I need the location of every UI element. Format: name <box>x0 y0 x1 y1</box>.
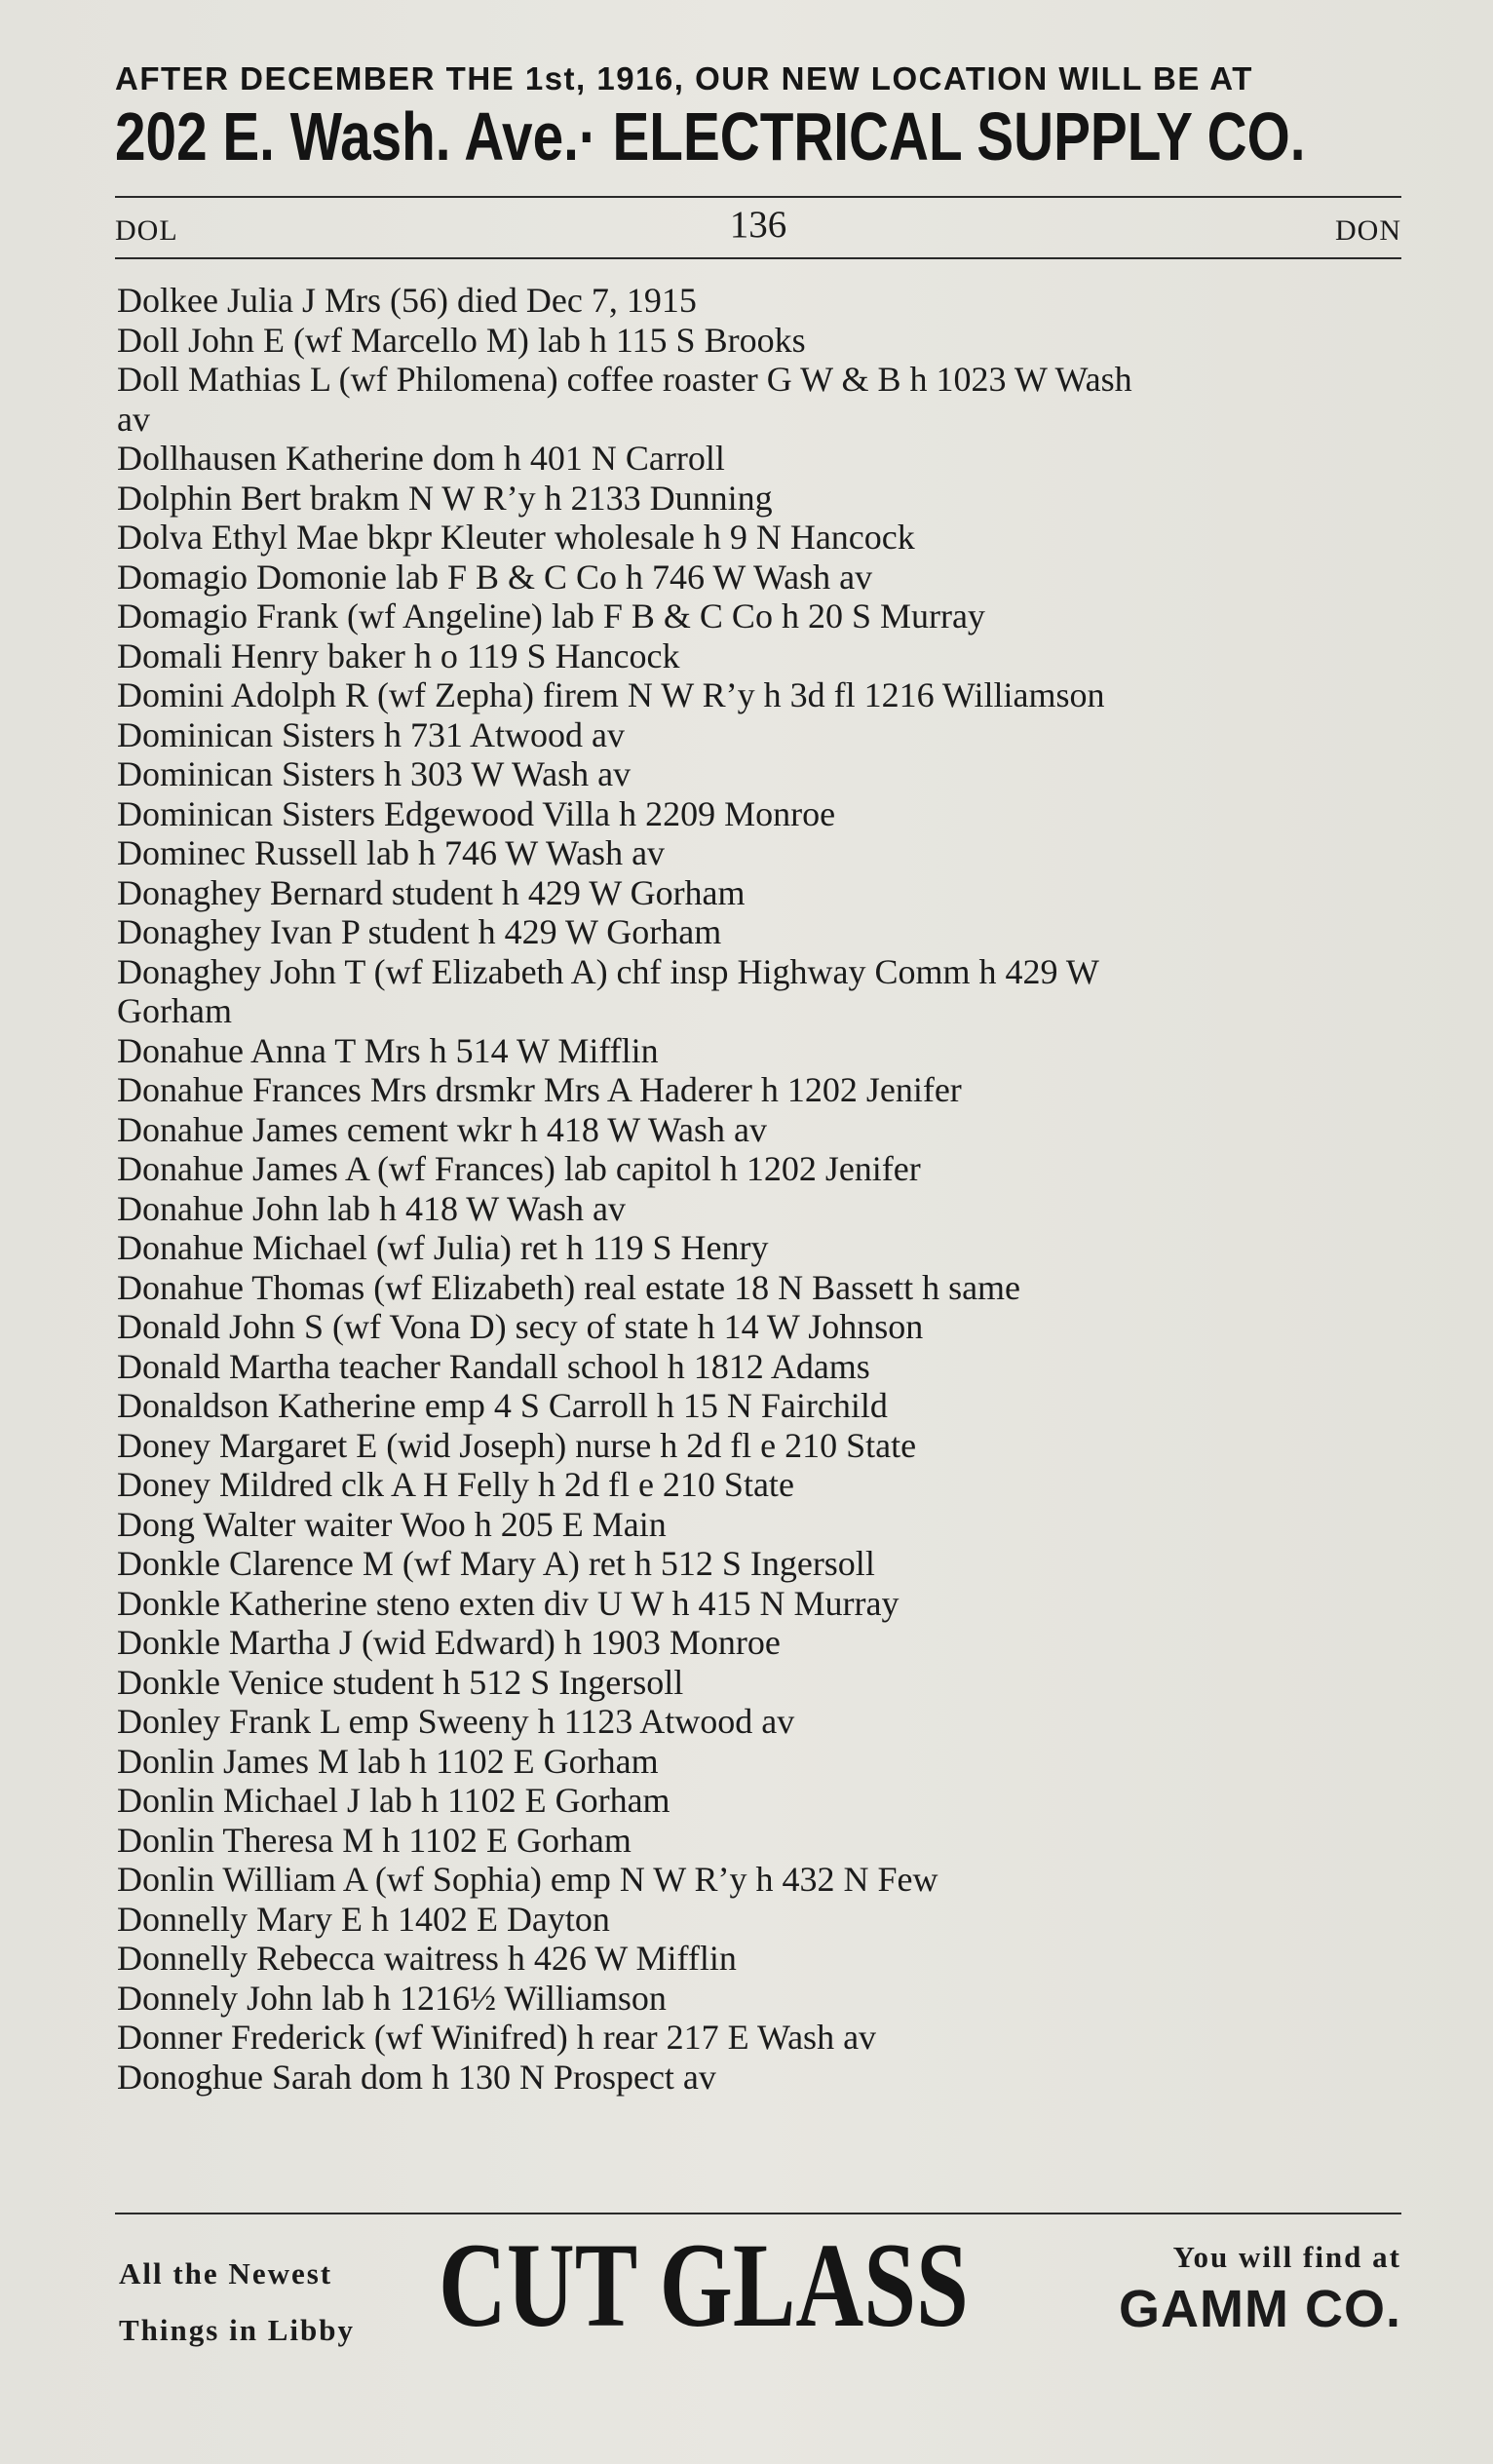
bottom-advertisement <box>115 2218 1401 2352</box>
directory-entry: Domali Henry baker h o 119 S Hancock <box>117 635 680 675</box>
directory-entry: Donaldson Katherine emp 4 S Carroll h 15 N Fairchild <box>117 1386 888 1425</box>
directory-entry: Domini Adolph R (wf Zepha) firem N W R’y h 3d fl 1216 Williamson <box>117 675 1105 714</box>
guide-word-left: DOL <box>115 214 178 247</box>
directory-entry: Doll John E (wf Marcello M) lab h 115 S Brooks <box>117 320 806 360</box>
bottom-ad-left-line2: Things in Libby <box>119 2313 355 2347</box>
top-advertisement <box>115 60 1401 174</box>
directory-entry: Donlin James M lab h 1102 E Gorham <box>117 1741 659 1781</box>
top-ad-notice: AFTER DECEMBER THE 1st, 1916, OUR NEW LOCATION WILL BE AT <box>115 60 1253 96</box>
directory-entry: Donald John S (wf Vona D) secy of state h 14 W Johnson <box>117 1307 924 1346</box>
directory-entry: Donlin Theresa M h 1102 E Gorham <box>117 1820 632 1860</box>
directory-entry: Donkle Clarence M (wf Mary A) ret h 512 S Ingersoll <box>117 1544 875 1583</box>
directory-entry: Donahue Michael (wf Julia) ret h 119 S Henry <box>117 1228 769 1267</box>
directory-entry: Donnelly Mary E h 1402 E Dayton <box>117 1899 610 1939</box>
directory-entry: Donnely John lab h 1216½ Williamson <box>117 1978 667 2018</box>
bottom-ad-right-line1: You will find at <box>1172 2240 1401 2274</box>
directory-entry: Gorham <box>117 991 232 1030</box>
directory-entry: av <box>117 399 150 439</box>
directory-entry: Doney Mildred clk A H Felly h 2d fl e 210 State <box>117 1465 794 1504</box>
directory-entry: Donkle Venice student h 512 S Ingersoll <box>117 1662 684 1702</box>
bottom-ad-left <box>119 2246 355 2359</box>
page-number: 136 <box>729 204 787 246</box>
directory-entry: Domagio Domonie lab F B & C Co h 746 W Wash av <box>117 557 873 597</box>
directory-entry: Donaghey John T (wf Elizabeth A) chf insp Highway Comm h 429 W <box>117 951 1099 991</box>
footer-rule <box>115 2213 1401 2214</box>
bottom-ad-left-line1: All the Newest <box>119 2256 333 2291</box>
directory-entry: Dollhausen Katherine dom h 401 N Carroll <box>117 439 725 478</box>
directory-entry: Donahue Anna T Mrs h 514 W Mifflin <box>117 1030 659 1070</box>
directory-entry: Donner Frederick (wf Winifred) h rear 217 E Wash av <box>117 2018 877 2057</box>
directory-entry: Dominican Sisters h 731 Atwood av <box>117 714 625 754</box>
directory-entry: Dolkee Julia J Mrs (56) died Dec 7, 1915 <box>117 281 697 320</box>
header-rule-bottom <box>115 257 1401 259</box>
header-rule-top <box>115 196 1401 198</box>
directory-entry: Donahue Frances Mrs drsmkr Mrs A Haderer h 1202 Jenifer <box>117 1070 962 1109</box>
directory-entry: Donkle Martha J (wid Edward) h 1903 Monroe <box>117 1623 781 1662</box>
bottom-ad-right <box>1119 2240 1401 2339</box>
directory-entry: Donaghey Bernard student h 429 W Gorham <box>117 872 746 912</box>
bottom-ad-right-line2: GAMM CO. <box>1119 2280 1401 2338</box>
top-ad-headline: 202 E. Wash. Ave.· ELECTRICAL SUPPLY CO. <box>115 98 1306 174</box>
directory-entry: Donnelly Rebecca waitress h 426 W Mifflin <box>117 1939 737 1978</box>
directory-entry: Dolphin Bert brakm N W R’y h 2133 Dunning <box>117 478 773 518</box>
bottom-ad-headline: CUT GLASS <box>439 2218 969 2352</box>
directory-entry: Donley Frank L emp Sweeny h 1123 Atwood av <box>117 1702 795 1741</box>
guide-word-right: DON <box>1335 214 1401 247</box>
directory-entry: Donlin Michael J lab h 1102 E Gorham <box>117 1781 670 1820</box>
directory-entry: Donahue James cement wkr h 418 W Wash av <box>117 1109 767 1149</box>
directory-entry: Dolva Ethyl Mae bkpr Kleuter wholesale h 9 N Hancock <box>117 518 915 557</box>
directory-entry: Donkle Katherine steno exten div U W h 415 N Murray <box>117 1583 900 1623</box>
directory-entry: Donahue Thomas (wf Elizabeth) real estate 18 N Bassett h same <box>117 1267 1021 1307</box>
directory-entry: Donahue James A (wf Frances) lab capitol h 1202 Jenifer <box>117 1149 921 1188</box>
directory-entry: Donaghey Ivan P student h 429 W Gorham <box>117 912 722 951</box>
directory-entry: Dominec Russell lab h 746 W Wash av <box>117 833 666 872</box>
running-head <box>115 203 1401 251</box>
directory-entry: Donoghue Sarah dom h 130 N Prospect av <box>117 2057 716 2097</box>
directory-entry: Doll Mathias L (wf Philomena) coffee roaster G W & B h 1023 W Wash <box>117 360 1132 399</box>
directory-entry: Dominican Sisters h 303 W Wash av <box>117 754 632 793</box>
directory-entry: Dominican Sisters Edgewood Villa h 2209 Monroe <box>117 793 836 833</box>
directory-entry: Donlin William A (wf Sophia) emp N W R’y h 432 N Few <box>117 1860 938 1899</box>
directory-entry: Domagio Frank (wf Angeline) lab F B & C Co h 20 S Murray <box>117 597 985 635</box>
directory-entry: Dong Walter waiter Woo h 205 E Main <box>117 1504 667 1544</box>
directory-entry: Doney Margaret E (wid Joseph) nurse h 2d fl e 210 State <box>117 1425 917 1465</box>
directory-entry: Donald Martha teacher Randall school h 1812 Adams <box>117 1346 870 1386</box>
directory-entry: Donahue John lab h 418 W Wash av <box>117 1188 627 1228</box>
directory-listing <box>117 281 1403 2097</box>
